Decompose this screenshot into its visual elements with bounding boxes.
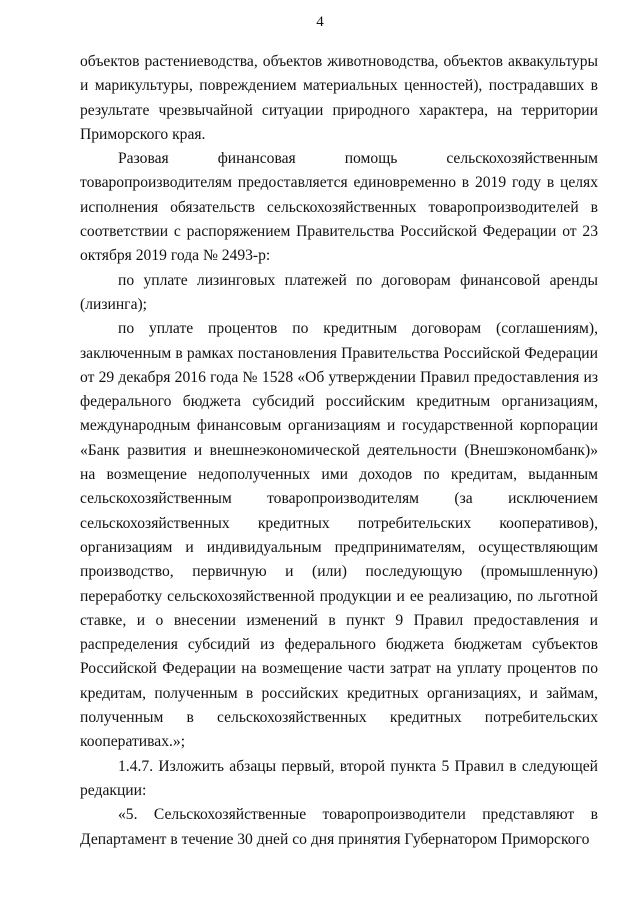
paragraph-loan-interest: по уплате процентов по кредитным договорам (соглашениям), заключенным в рамках постановления Правительства Российской Федерации от 29 декабря 2016 года № 1528 «Об утверждении Правил предоставления из федерального бюджета субсидий российским кредитным организациям, международным финансовым организациям и государственной корпорации «Банк развития и внешнеэкономической деятельности (Внешэкономбанк)» на возмещение недополученных ими доходов по кредитам, выданным сельскохозяйственным товаропроизводителям (за исключением сельскохозяйственных кредитных потребительских кооперативов), организациям и индивидуальным предпринимателям, осуществляющим производство, первичную и (или) последующую (промышленную) переработку сельскохозяйственной продукции и ее реализацию, по льготной ставке, и о внесении изменений в пункт 9 Правил предоставления и распределения субсидий из федерального бюджета бюджетам субъектов Российской Федерации на возмещение части затрат на уплату процентов по кредитам, полученным в российских кредитных организациях, и займам, полученным в сельскохозяйственных кредитных потребительских кооперативах.»;	[80, 320, 598, 751]
paragraph-leasing-payments: по уплате лизинговых платежей по договорам финансовой аренды (лизинга);	[80, 271, 598, 313]
document-body	[80, 50, 598, 852]
paragraph-continuation: объектов растениеводства, объектов животноводства, объектов аквакультуры и марикультуры, повреждением материальных ценностей), пострадавших в результате чрезвычайной ситуации природного характера, на территории Приморского края.	[80, 53, 598, 143]
paragraph-clause-5: «5. Сельскохозяйственные товаропроизводители представляют в Департамент в течение 30 дней со дня принятия Губернатором Приморского	[80, 806, 598, 848]
paragraph-amendment-1-4-7: 1.4.7. Изложить абзацы первый, второй пункта 5 Правил в следующей редакции:	[80, 757, 598, 799]
paragraph-financial-aid: Разовая финансовая помощь сельскохозяйственным товаропроизводителям предоставляется единовременно в 2019 году в целях исполнения обязательств сельскохозяйственных товаропроизводителей в соответствии с распоряжением Правительства Российской Федерации от 23 октября 2019 года № 2493-р:	[80, 150, 598, 265]
page-number: 4	[316, 14, 324, 30]
